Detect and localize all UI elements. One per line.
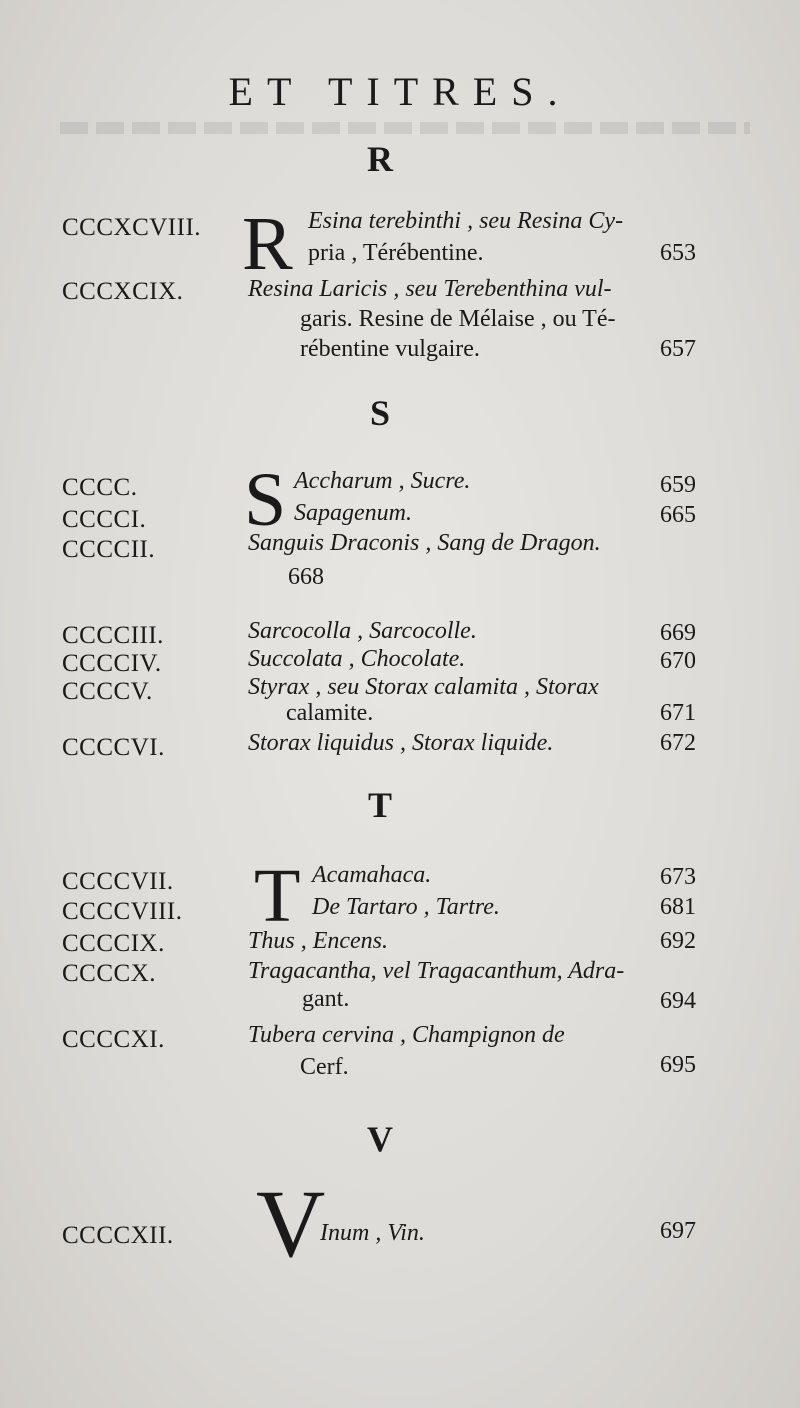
entry-text: Tubera cervina , Champignon de [248,1022,565,1048]
entry-text-cont: gant. [302,986,350,1012]
page-number: 672 [660,730,696,756]
entry-number: CCCCI. [62,506,147,533]
page-number: 692 [660,928,696,954]
entry-number: CCCC. [62,474,138,501]
entry-text: Esina terebinthi , seu Resina Cy- [308,208,624,234]
dropcap-r: R [242,202,293,286]
page-number: 657 [660,336,696,362]
entry-text-cont: calamite. [286,700,374,726]
entry-number: CCCCVII. [62,868,174,895]
entry-number: CCCXCVIII. [62,214,202,241]
page-number: 659 [660,472,696,498]
entry-text: Tragacantha, vel Tragacanthum, Adra- [248,958,625,984]
entry-number: CCCCVI. [62,734,165,761]
entry-number: CCCCIII. [62,622,164,649]
page-number: 671 [660,700,696,726]
page-number: 694 [660,988,696,1014]
entry-number: CCCCVIII. [62,898,183,925]
entry-text: Sapagenum. [294,500,412,526]
page-number: 670 [660,648,696,674]
entry-text: Styrax , seu Storax calamita , Storax [248,674,599,700]
page-number: 653 [660,240,696,266]
entry-text: Succolata , Chocolate. [248,646,466,672]
entry-text: Inum , Vin. [320,1220,425,1246]
entry-number: CCCCXII. [62,1222,174,1249]
entry-number: CCCCV. [62,678,153,705]
entry-text: Thus , Encens. [248,928,388,954]
section-letter-v: V [367,1119,393,1159]
entry-text: Acamahaca. [312,862,432,888]
entry-number: CCCXCIX. [62,278,184,305]
entry-text: Resina Laricis , seu Terebenthina vul- [248,276,612,302]
section-letter-s: S [369,393,391,433]
entry-text: Sarcocolla , Sarcocolle. [248,618,477,644]
entry-number: CCCCIV. [62,650,162,677]
page-number: 673 [660,864,696,890]
entry-text: Accharum , Sucre. [294,468,471,494]
section-letter-t: T [367,785,392,825]
entry-number: CCCCIX. [62,930,165,957]
entry-text-cont: garis. Resine de Mélaise , ou Té- [300,306,616,332]
entry-text: Sanguis Draconis , Sang de Dragon. [248,530,601,556]
entry-number: CCCCXI. [62,1026,165,1053]
page-number: 668 [288,564,324,590]
entry-number: CCCCII. [62,536,156,563]
dropcap-t: T [254,854,301,938]
section-letter-r: R [367,139,393,179]
page-number: 697 [660,1218,696,1244]
dropcap-s: S [244,458,287,542]
dropcap-v: V [256,1170,326,1277]
entry-text-cont: pria , Térébentine. [308,240,484,266]
page-header: ET TITRES. [228,69,572,114]
entry-text-cont: Cerf. [300,1054,349,1080]
page-number: 669 [660,620,696,646]
entry-text: Storax liquidus , Storax liquide. [248,730,554,756]
page-number: 665 [660,502,696,528]
entry-number: CCCCX. [62,960,157,987]
entry-text-cont: rébentine vulgaire. [300,336,480,362]
entry-text: De Tartaro , Tartre. [312,894,500,920]
page-number: 681 [660,894,696,920]
page-number: 695 [660,1052,696,1078]
